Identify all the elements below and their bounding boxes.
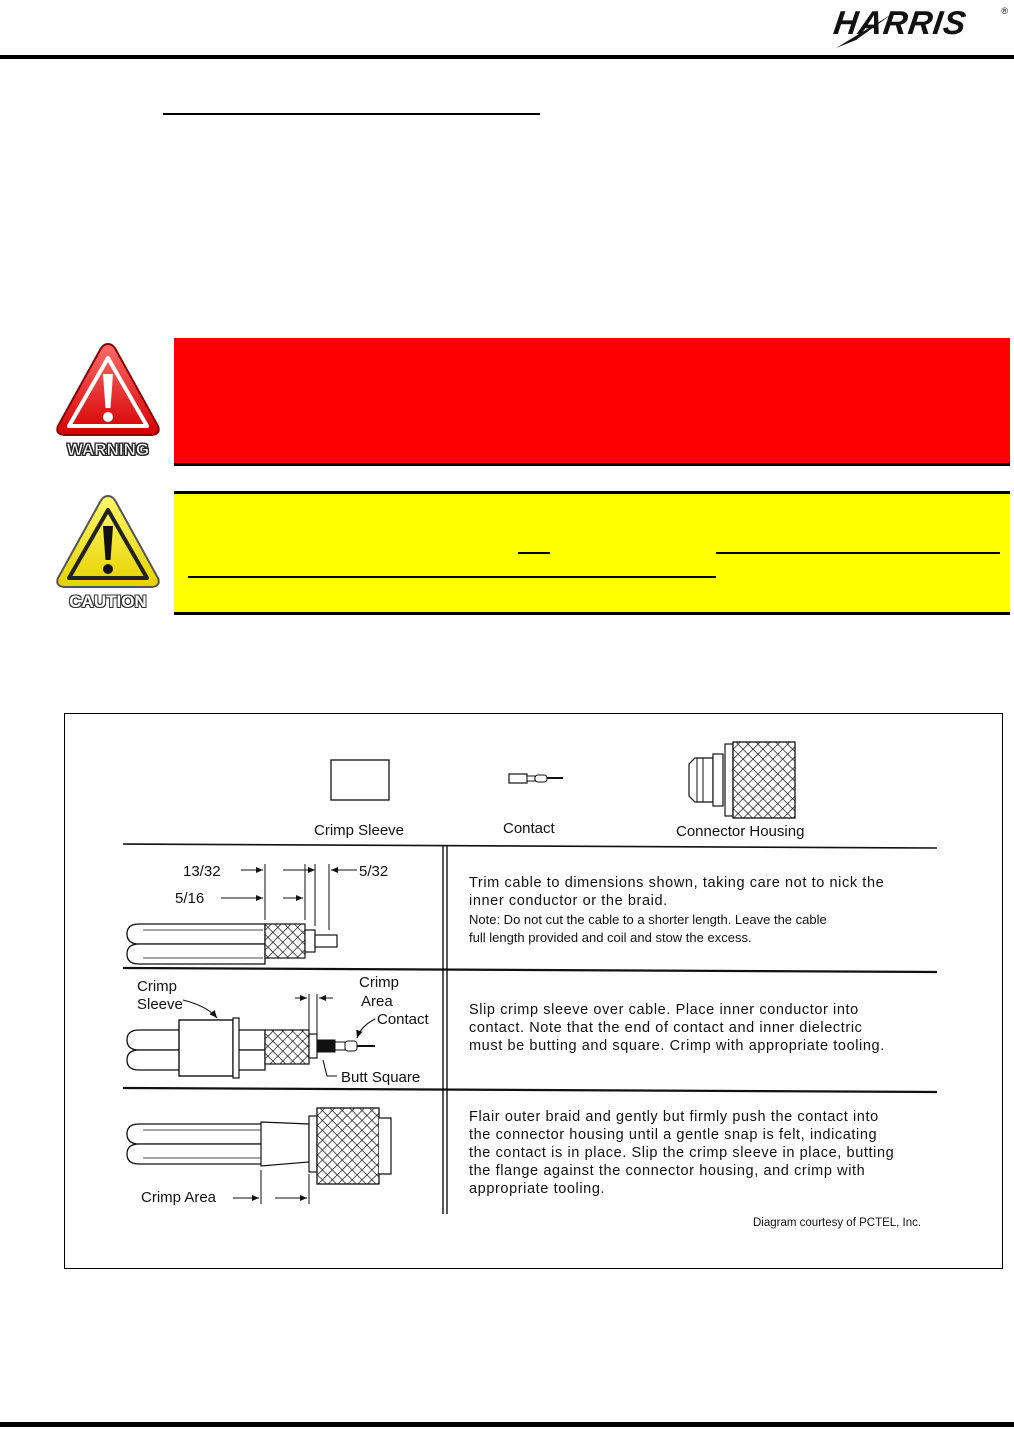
part-crimp-sleeve — [314, 760, 404, 839]
step2-line-2: contact. Note that the end of contact and inner dielectric — [469, 1020, 863, 1036]
diagram-credit: Diagram courtesy of PCTEL, Inc. — [753, 1217, 922, 1229]
caution-box — [174, 491, 1010, 615]
step3-line-4: the flange against the connector housing, and crimp with — [469, 1163, 866, 1179]
logo-text: HARRIS — [831, 4, 970, 41]
step1-drawing — [127, 863, 388, 964]
step1-dim-a: 13/32 — [183, 863, 221, 880]
caution-triangle-icon — [52, 490, 164, 594]
part-connector-housing — [676, 742, 804, 840]
warning-box — [174, 338, 1010, 466]
caution-underline-2 — [716, 552, 1000, 554]
harris-logo — [832, 0, 1010, 52]
step2-line-1: Slip crimp sleeve over cable. Place inner conductor into — [469, 1002, 859, 1018]
figure-divider-2 — [123, 1088, 937, 1092]
caution-label: CAUTION — [69, 592, 147, 611]
step3-line-1: Flair outer braid and gently but firmly push the contact into — [469, 1109, 879, 1125]
logo-registered-mark: ® — [1001, 6, 1008, 16]
step1-text — [469, 875, 884, 945]
part-connector-housing-label: Connector Housing — [676, 823, 805, 840]
warning-icon-block — [52, 338, 164, 466]
part-contact-label: Contact — [503, 820, 555, 837]
step1-note-1: Note: Do not cut the cable to a shorter length. Leave the cable — [469, 912, 827, 927]
step2-label-crimp: Crimp — [137, 978, 177, 995]
step1-dim-b: 5/32 — [359, 863, 389, 880]
crimp-diagram — [65, 714, 1004, 1270]
caution-underline-1 — [518, 552, 550, 554]
warning-label: WARNING — [66, 440, 150, 459]
part-crimp-sleeve-label: Crimp Sleeve — [314, 822, 405, 839]
step3-label-crimp-area: Crimp Area — [141, 1189, 217, 1206]
crimp-procedure-figure — [64, 713, 1003, 1269]
step3-text — [469, 1109, 894, 1197]
step2-label-crimp-top: Crimp — [359, 974, 399, 991]
step3-line-3: the contact is in place. Slip the crimp sleeve in place, butting — [469, 1145, 895, 1161]
step3-line-2: the connector housing until a gentle snap is felt, indicating — [469, 1127, 878, 1143]
section-heading-underline — [163, 113, 540, 115]
caution-underline-3 — [188, 576, 716, 578]
step1-dim-c: 5/16 — [175, 890, 205, 907]
header-rule — [0, 55, 1014, 59]
step2-drawing — [127, 974, 430, 1086]
step2-label-area: Area — [361, 993, 393, 1010]
step3-drawing — [127, 1108, 391, 1206]
step1-line-2: inner conductor or the braid. — [469, 893, 668, 909]
step2-label-contact: Contact — [377, 1011, 429, 1028]
step1-line-1: Trim cable to dimensions shown, taking care not to nick the — [469, 875, 885, 891]
part-contact — [503, 774, 563, 837]
warning-triangle-icon — [52, 338, 164, 442]
footer-rule — [0, 1422, 1014, 1427]
figure-divider-top — [123, 844, 937, 848]
step2-text — [469, 1002, 885, 1054]
step2-label-butt-square: Butt Square — [341, 1069, 421, 1086]
step2-line-3: must be butting and square. Crimp with appropriate tooling. — [469, 1038, 885, 1054]
step2-label-sleeve: Sleeve — [137, 996, 183, 1013]
figure-divider-1 — [123, 968, 937, 972]
step3-line-5: appropriate tooling. — [469, 1181, 606, 1197]
step1-note-2: full length provided and coil and stow the excess. — [469, 930, 752, 945]
caution-icon-block — [52, 490, 164, 618]
